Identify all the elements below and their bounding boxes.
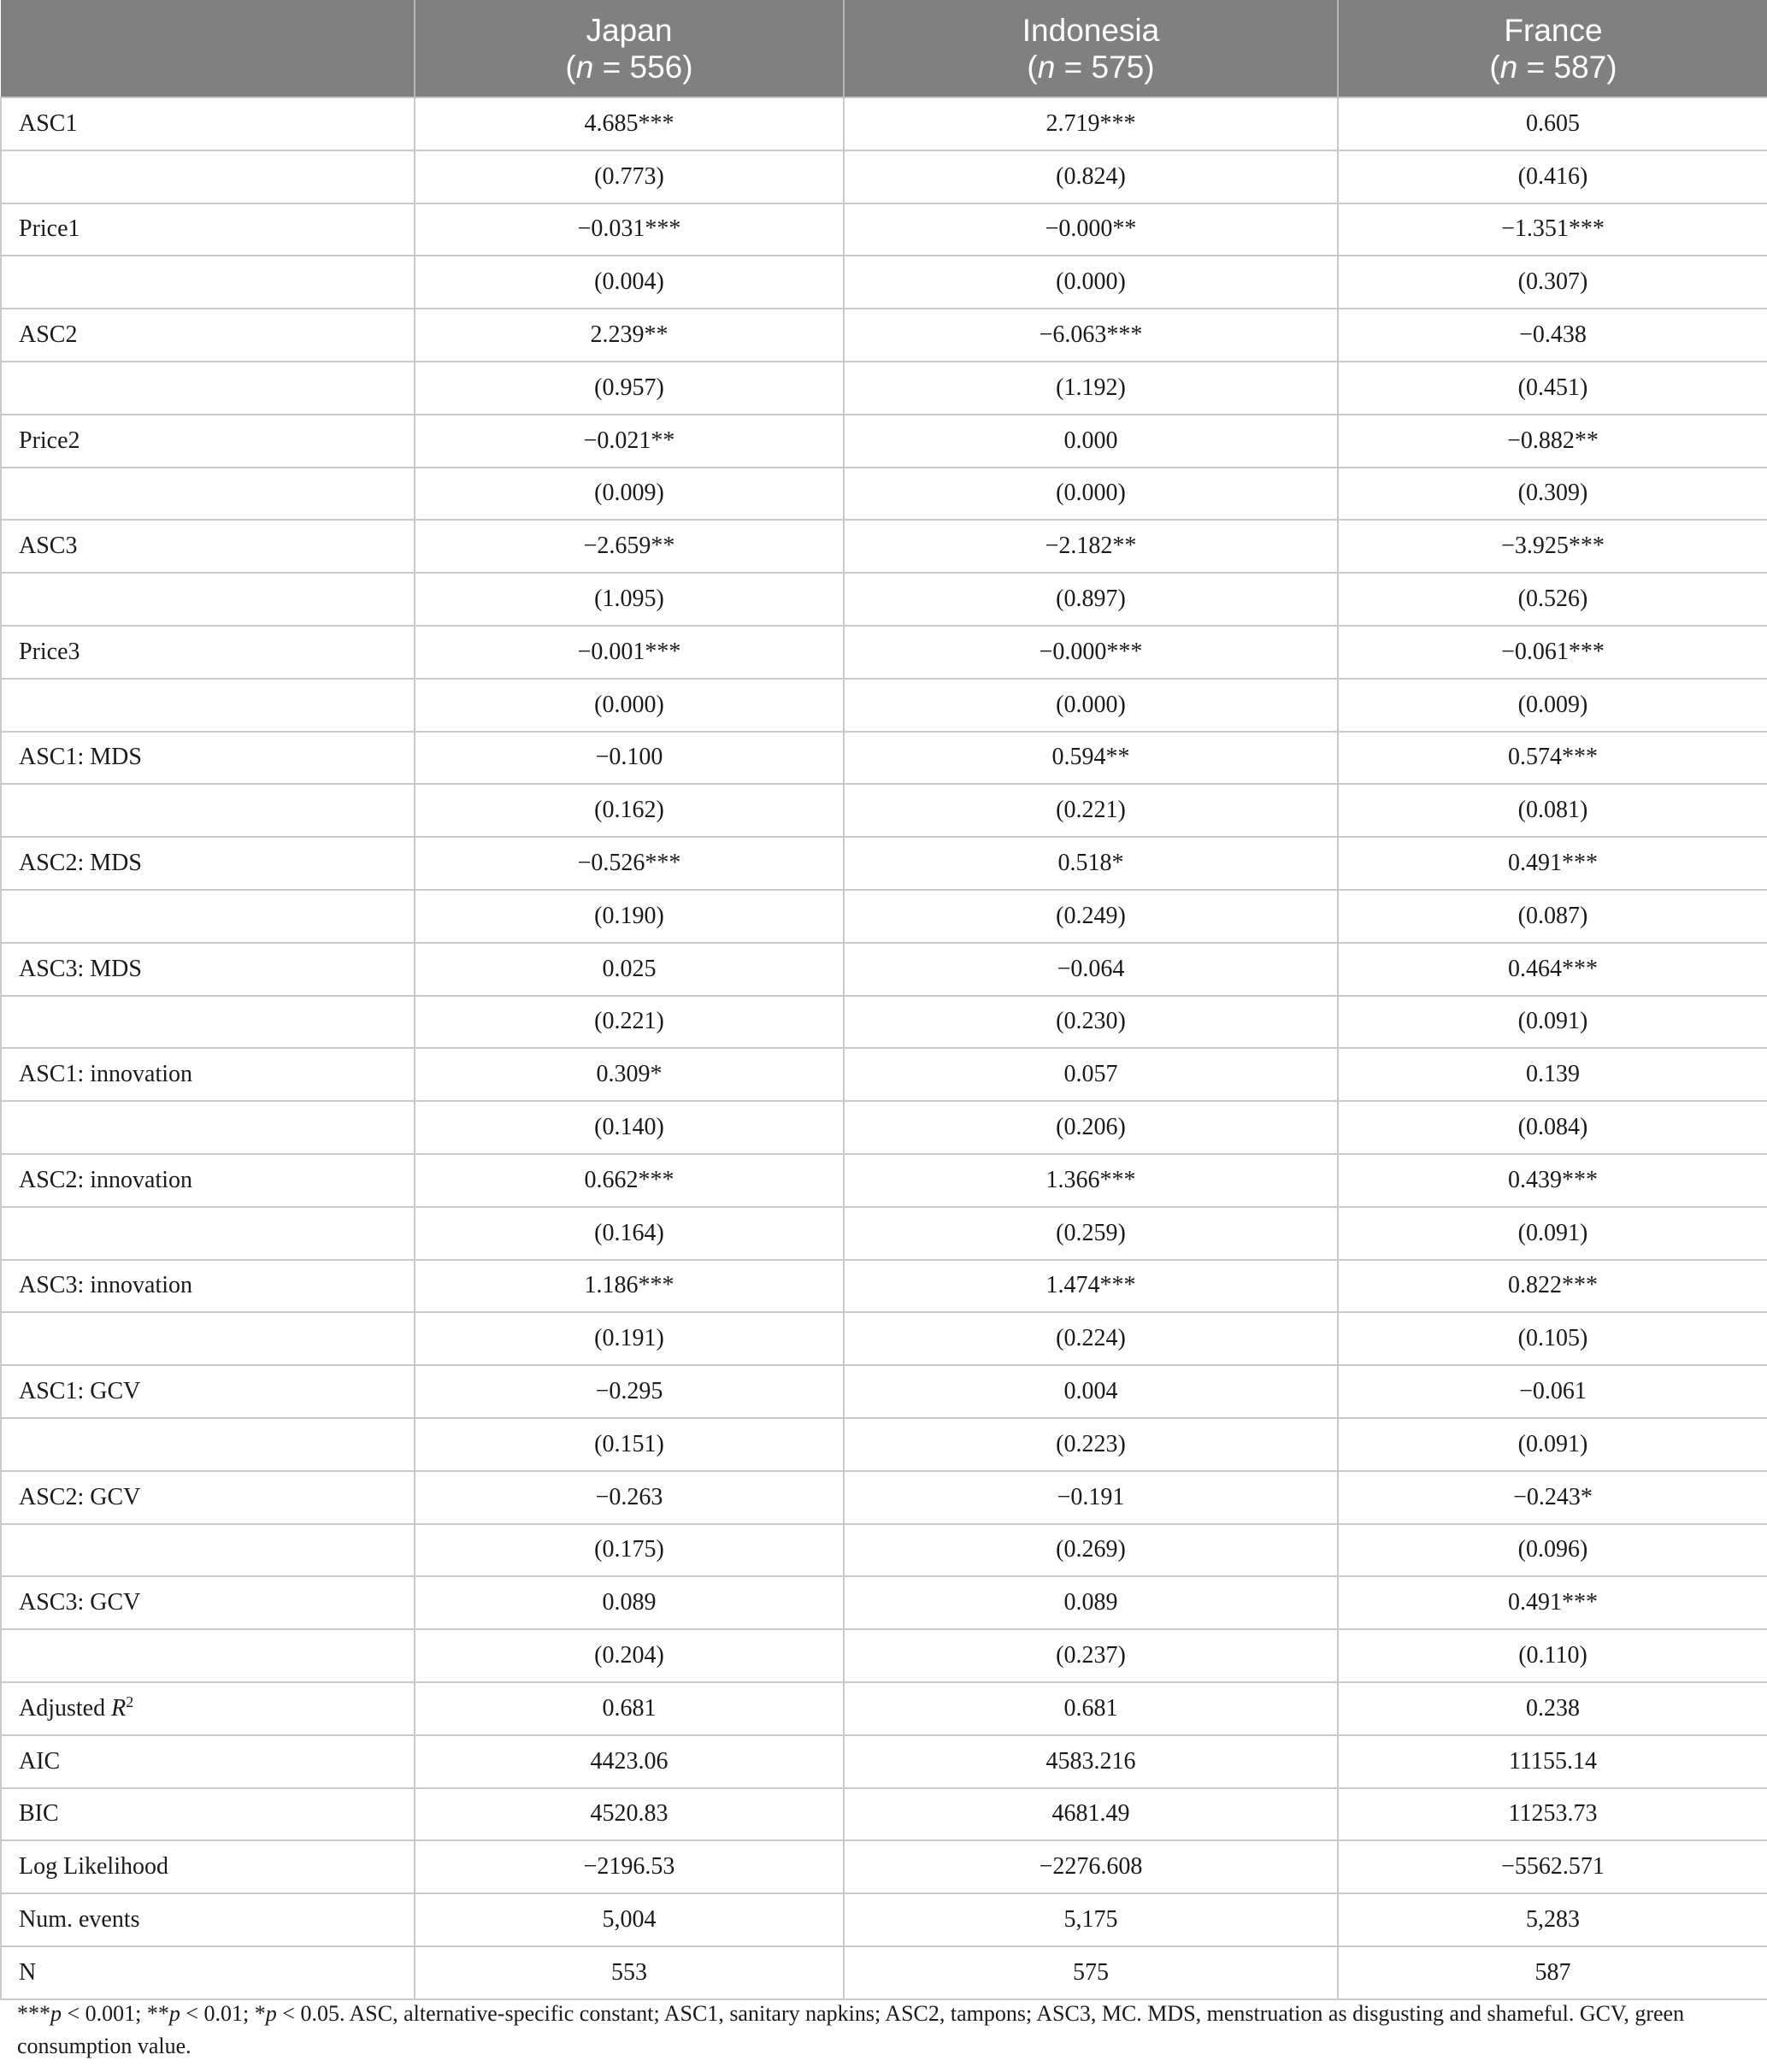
cell-indonesia: 1.474*** — [844, 1260, 1338, 1313]
cell-france: (0.081) — [1338, 784, 1767, 837]
header-japan — [415, 0, 844, 97]
table-row-asc1-innovation — [1, 1048, 1767, 1101]
row-label: Log Likelihood — [1, 1840, 415, 1893]
table-row-price1 — [1, 203, 1767, 256]
cell-japan: −0.021** — [415, 415, 844, 468]
row-label: ASC3: innovation — [1, 1260, 415, 1313]
header-row — [1, 0, 1767, 97]
row-label: ASC3: GCV — [1, 1576, 415, 1629]
cell-japan: (1.095) — [415, 573, 844, 626]
cell-indonesia: (0.224) — [844, 1312, 1338, 1365]
cell-indonesia: −0.000** — [844, 203, 1338, 256]
row-label — [1, 679, 415, 732]
cell-japan: (0.009) — [415, 468, 844, 521]
cell-france: (0.091) — [1338, 1207, 1767, 1260]
cell-japan: (0.140) — [415, 1101, 844, 1154]
table-row-asc3 — [1, 520, 1767, 573]
row-label: ASC2: innovation — [1, 1154, 415, 1207]
cell-indonesia: 4583.216 — [844, 1735, 1338, 1788]
table-row-std-error — [1, 573, 1767, 626]
cell-indonesia: −2.182** — [844, 520, 1338, 573]
cell-indonesia: 0.004 — [844, 1365, 1338, 1418]
table-row-std-error — [1, 784, 1767, 837]
cell-indonesia: (0.000) — [844, 256, 1338, 309]
table-row-std-error — [1, 1418, 1767, 1471]
row-label: ASC2 — [1, 309, 415, 362]
cell-indonesia: −0.191 — [844, 1471, 1338, 1524]
row-label: Price1 — [1, 203, 415, 256]
cell-indonesia: (0.269) — [844, 1524, 1338, 1577]
cell-france: (0.110) — [1338, 1629, 1767, 1682]
cell-japan: −0.263 — [415, 1471, 844, 1524]
table-row-asc2-innovation — [1, 1154, 1767, 1207]
cell-france: (0.416) — [1338, 150, 1767, 203]
cell-japan: −0.295 — [415, 1365, 844, 1418]
table-row-asc3-innovation — [1, 1260, 1767, 1313]
header-indonesia-name: Indonesia — [1022, 12, 1160, 48]
cell-france: 0.238 — [1338, 1682, 1767, 1735]
table-row-asc2-gcv — [1, 1471, 1767, 1524]
cell-france: 11155.14 — [1338, 1735, 1767, 1788]
row-label — [1, 1207, 415, 1260]
cell-france: (0.087) — [1338, 890, 1767, 943]
table-row-bic — [1, 1788, 1767, 1841]
cell-france: −1.351*** — [1338, 203, 1767, 256]
cell-france: 0.822*** — [1338, 1260, 1767, 1313]
table-row-asc3-gcv — [1, 1576, 1767, 1629]
cell-france: (0.091) — [1338, 996, 1767, 1049]
cell-japan: 4.685*** — [415, 97, 844, 150]
cell-japan: (0.957) — [415, 362, 844, 415]
row-label: AIC — [1, 1735, 415, 1788]
cell-france: −0.243* — [1338, 1471, 1767, 1524]
row-label: Num. events — [1, 1893, 415, 1946]
table-row-std-error — [1, 1524, 1767, 1577]
table-row-price3 — [1, 626, 1767, 679]
cell-indonesia: 0.594** — [844, 732, 1338, 785]
header-blank-cell — [1, 0, 415, 97]
cell-japan: (0.773) — [415, 150, 844, 203]
header-indonesia-n: (n = 575) — [1027, 49, 1155, 85]
cell-japan: (0.004) — [415, 256, 844, 309]
table-row-num-events — [1, 1893, 1767, 1946]
cell-japan: 4520.83 — [415, 1788, 844, 1841]
cell-indonesia: (1.192) — [844, 362, 1338, 415]
cell-indonesia: (0.824) — [844, 150, 1338, 203]
table-row-std-error — [1, 890, 1767, 943]
row-label — [1, 256, 415, 309]
table-row-std-error — [1, 256, 1767, 309]
table-row-asc2 — [1, 309, 1767, 362]
cell-indonesia: −0.064 — [844, 943, 1338, 996]
table-body — [1, 97, 1767, 1999]
table-footnote: ***p < 0.001; **p < 0.01; *p < 0.05. ASC, alternative-specific constant; ASC1, sanitary napkins; ASC2, tampons; ASC3, MC. MDS, menstruation as disgusting and shameful. GCV, green consumption value. — [17, 2001, 1685, 2058]
row-label: ASC1 — [1, 97, 415, 150]
cell-japan: (0.164) — [415, 1207, 844, 1260]
table-row-asc1-gcv — [1, 1365, 1767, 1418]
cell-japan: 4423.06 — [415, 1735, 844, 1788]
cell-france: (0.084) — [1338, 1101, 1767, 1154]
table-row-n — [1, 1946, 1767, 1999]
cell-japan: 553 — [415, 1946, 844, 1999]
cell-indonesia: (0.206) — [844, 1101, 1338, 1154]
cell-japan: (0.175) — [415, 1524, 844, 1577]
cell-japan: (0.000) — [415, 679, 844, 732]
row-label: N — [1, 1946, 415, 1999]
cell-france: (0.526) — [1338, 573, 1767, 626]
cell-france: (0.009) — [1338, 679, 1767, 732]
row-label — [1, 890, 415, 943]
cell-france: (0.307) — [1338, 256, 1767, 309]
cell-france: (0.105) — [1338, 1312, 1767, 1365]
row-label: ASC2: MDS — [1, 837, 415, 890]
row-label — [1, 1629, 415, 1682]
cell-france: 0.464*** — [1338, 943, 1767, 996]
row-label — [1, 996, 415, 1049]
cell-indonesia: 575 — [844, 1946, 1338, 1999]
cell-indonesia: (0.897) — [844, 573, 1338, 626]
cell-japan: (0.190) — [415, 890, 844, 943]
row-label: Price3 — [1, 626, 415, 679]
cell-indonesia: 1.366*** — [844, 1154, 1338, 1207]
table-row-std-error — [1, 996, 1767, 1049]
cell-indonesia: (0.000) — [844, 468, 1338, 521]
row-label — [1, 1524, 415, 1577]
cell-indonesia: 0.000 — [844, 415, 1338, 468]
cell-indonesia: 0.089 — [844, 1576, 1338, 1629]
cell-france: (0.091) — [1338, 1418, 1767, 1471]
cell-indonesia: −2276.608 — [844, 1840, 1338, 1893]
cell-japan: 0.089 — [415, 1576, 844, 1629]
cell-france: −3.925*** — [1338, 520, 1767, 573]
cell-france: 0.139 — [1338, 1048, 1767, 1101]
row-label — [1, 1418, 415, 1471]
cell-indonesia: 0.681 — [844, 1682, 1338, 1735]
cell-france: 0.491*** — [1338, 837, 1767, 890]
cell-japan: 0.025 — [415, 943, 844, 996]
row-label: ASC1: MDS — [1, 732, 415, 785]
cell-japan: 0.662*** — [415, 1154, 844, 1207]
cell-france: (0.096) — [1338, 1524, 1767, 1577]
table-row-std-error — [1, 362, 1767, 415]
table-row-asc1-mds — [1, 732, 1767, 785]
row-label — [1, 150, 415, 203]
row-label — [1, 1312, 415, 1365]
cell-france: 11253.73 — [1338, 1788, 1767, 1841]
cell-indonesia: (0.221) — [844, 784, 1338, 837]
header-france-name: France — [1504, 12, 1603, 48]
table-row-log-likelihood — [1, 1840, 1767, 1893]
cell-japan: (0.204) — [415, 1629, 844, 1682]
table-row-aic — [1, 1735, 1767, 1788]
cell-indonesia: (0.000) — [844, 679, 1338, 732]
cell-indonesia: 4681.49 — [844, 1788, 1338, 1841]
cell-japan: −0.031*** — [415, 203, 844, 256]
cell-france: −0.061 — [1338, 1365, 1767, 1418]
cell-japan: 0.681 — [415, 1682, 844, 1735]
row-label: BIC — [1, 1788, 415, 1841]
header-japan-n: (n = 556) — [565, 49, 693, 85]
cell-indonesia: 0.518* — [844, 837, 1338, 890]
row-label: ASC2: GCV — [1, 1471, 415, 1524]
cell-france: 5,283 — [1338, 1893, 1767, 1946]
cell-indonesia: (0.259) — [844, 1207, 1338, 1260]
cell-japan: (0.162) — [415, 784, 844, 837]
row-label: ASC3 — [1, 520, 415, 573]
row-label — [1, 573, 415, 626]
table-row-adjusted-r2 — [1, 1682, 1767, 1735]
cell-france: 0.439*** — [1338, 1154, 1767, 1207]
table-row-std-error — [1, 150, 1767, 203]
table-header — [1, 0, 1767, 97]
table-row-std-error — [1, 468, 1767, 521]
cell-france: −0.438 — [1338, 309, 1767, 362]
row-label — [1, 468, 415, 521]
cell-japan: (0.151) — [415, 1418, 844, 1471]
cell-indonesia: 0.057 — [844, 1048, 1338, 1101]
table-row-std-error — [1, 1312, 1767, 1365]
cell-france: 0.574*** — [1338, 732, 1767, 785]
table-row-asc2-mds — [1, 837, 1767, 890]
cell-indonesia: (0.237) — [844, 1629, 1338, 1682]
row-label: ASC1: GCV — [1, 1365, 415, 1418]
header-france-n: (n = 587) — [1489, 49, 1617, 85]
cell-indonesia: (0.223) — [844, 1418, 1338, 1471]
table-row-price2 — [1, 415, 1767, 468]
row-label — [1, 362, 415, 415]
cell-japan: −2196.53 — [415, 1840, 844, 1893]
cell-indonesia: −6.063*** — [844, 309, 1338, 362]
header-france — [1338, 0, 1767, 97]
cell-france: 587 — [1338, 1946, 1767, 1999]
cell-indonesia: −0.000*** — [844, 626, 1338, 679]
table-row-std-error — [1, 1101, 1767, 1154]
cell-japan: −0.100 — [415, 732, 844, 785]
cell-france: (0.309) — [1338, 468, 1767, 521]
row-label: Price2 — [1, 415, 415, 468]
row-label: Adjusted $R^2$ — [1, 1682, 415, 1735]
cell-japan: 1.186*** — [415, 1260, 844, 1313]
cell-japan: (0.191) — [415, 1312, 844, 1365]
cell-japan: −0.001*** — [415, 626, 844, 679]
cell-france: 0.605 — [1338, 97, 1767, 150]
cell-indonesia: (0.249) — [844, 890, 1338, 943]
cell-japan: 2.239** — [415, 309, 844, 362]
row-label — [1, 1101, 415, 1154]
table-row-std-error — [1, 1629, 1767, 1682]
cell-japan: −2.659** — [415, 520, 844, 573]
table-row-std-error — [1, 1207, 1767, 1260]
cell-indonesia: 5,175 — [844, 1893, 1338, 1946]
row-label — [1, 784, 415, 837]
header-indonesia — [844, 0, 1338, 97]
cell-france: −0.882** — [1338, 415, 1767, 468]
cell-indonesia: (0.230) — [844, 996, 1338, 1049]
row-label: ASC3: MDS — [1, 943, 415, 996]
table-row-std-error — [1, 679, 1767, 732]
table-row-asc3-mds — [1, 943, 1767, 996]
cell-france: −0.061*** — [1338, 626, 1767, 679]
cell-japan: (0.221) — [415, 996, 844, 1049]
cell-japan: 0.309* — [415, 1048, 844, 1101]
cell-france: (0.451) — [1338, 362, 1767, 415]
cell-indonesia: 2.719*** — [844, 97, 1338, 150]
cell-france: −5562.571 — [1338, 1840, 1767, 1893]
header-japan-name: Japan — [586, 12, 673, 48]
cell-japan: 5,004 — [415, 1893, 844, 1946]
cell-france: 0.491*** — [1338, 1576, 1767, 1629]
row-label: ASC1: innovation — [1, 1048, 415, 1101]
table-row-asc1 — [1, 97, 1767, 150]
cell-japan: −0.526*** — [415, 837, 844, 890]
